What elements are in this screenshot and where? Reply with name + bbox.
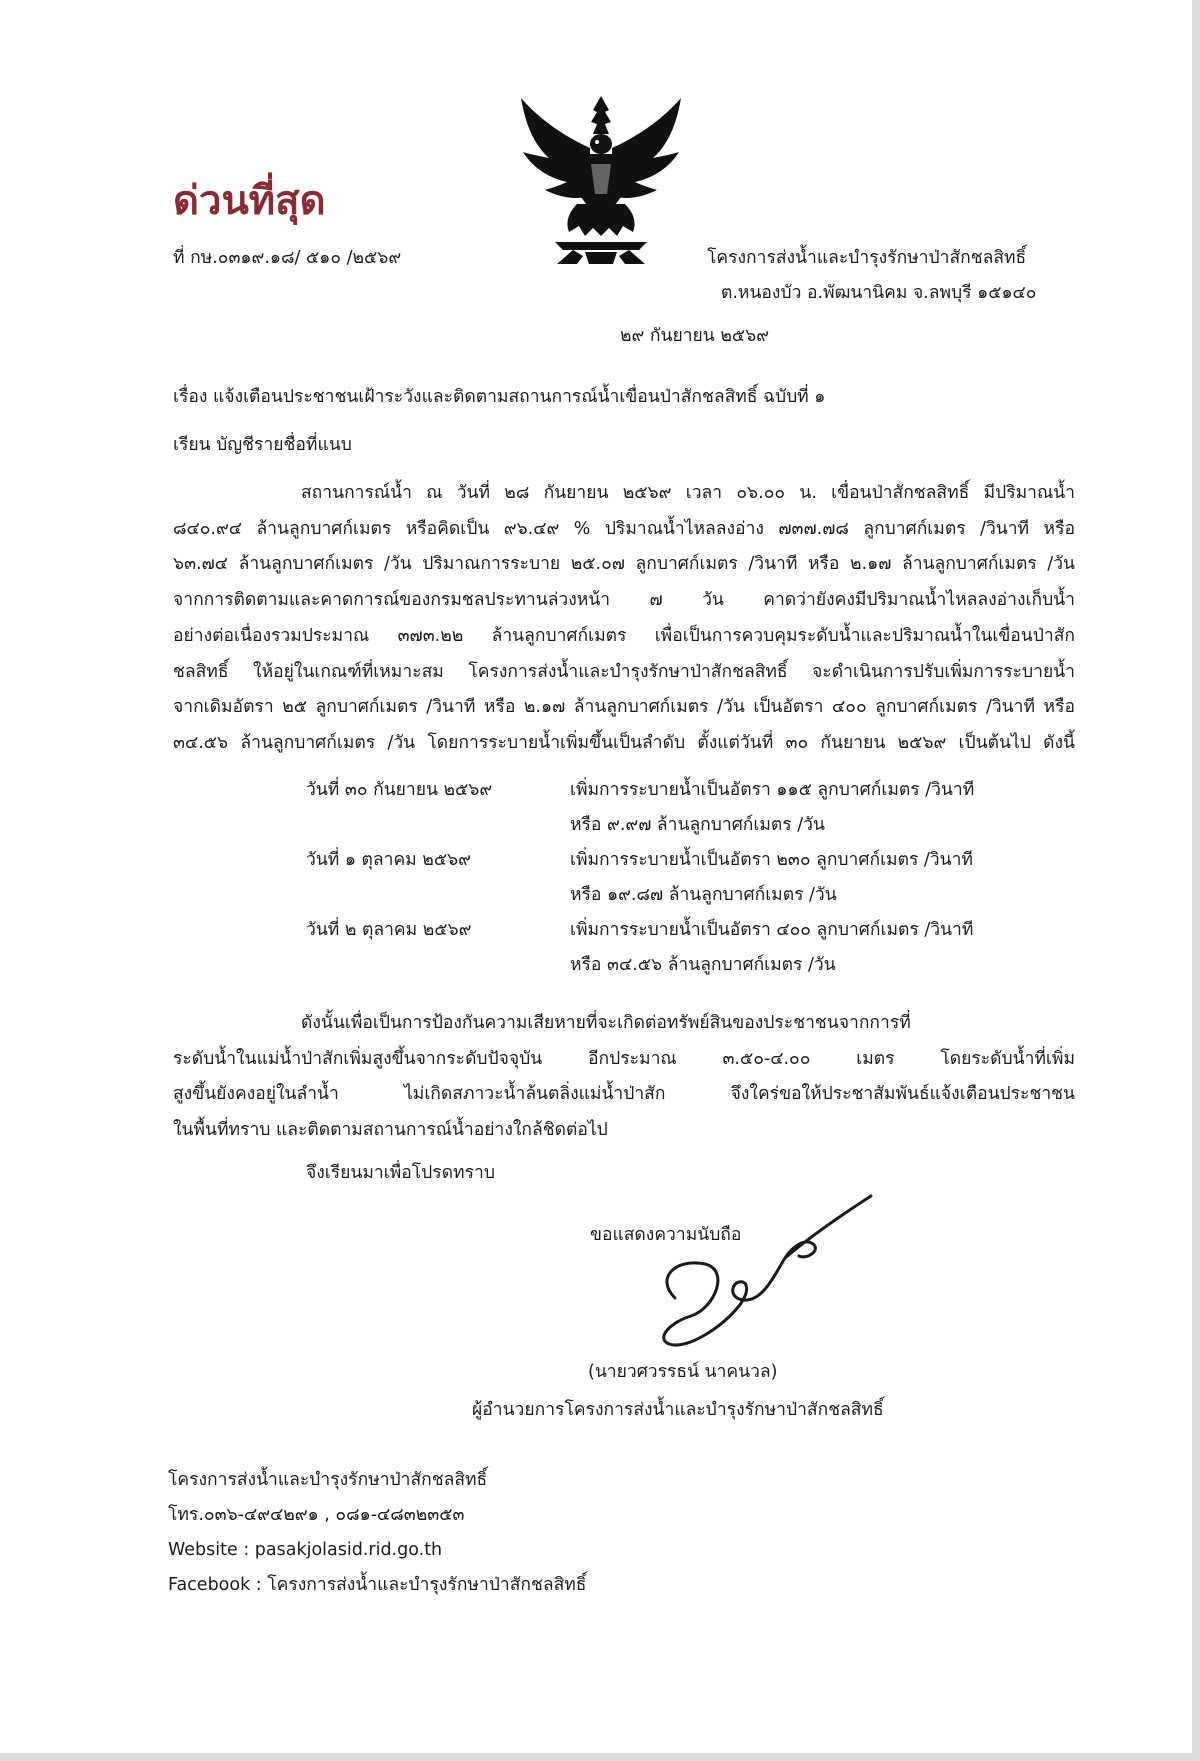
respect-line: ขอแสดงความนับถือ	[590, 1225, 742, 1245]
footer-phone: โทร.๐๓๖-๔๙๔๒๙๑ , ๐๘๑-๔๘๓๒๓๕๓	[168, 1505, 465, 1525]
paragraph-line: สถานการณ์น้ำ ณ วันที่ ๒๘ กันยายน ๒๕๖๙ เวลา ๐๖.๐๐ น. เขื่อนป่าสักชลสิทธิ์ มีปริมาณน้ำ	[301, 483, 1075, 503]
signer-name: (นายวศวรรธน์ นาคนวล)	[588, 1362, 778, 1382]
discharge-schedule	[306, 773, 1076, 982]
schedule-description: เพิ่มการระบายน้ำเป็นอัตรา ๑๑๕ ลูกบาศก์เมตร /วินาที หรือ ๙.๙๗ ล้านลูกบาศก์เมตร /วัน	[570, 780, 975, 835]
footer-website: Website : pasakjolasid.rid.go.th	[168, 1540, 443, 1560]
paragraph-line: จากเดิมอัตรา ๒๕ ลูกบาศก์เมตร /วินาที หรือ ๒.๑๗ ล้านลูกบาศก์เมตร /วัน เป็นอัตรา ๔๐๐ ลูกบาศก์เมตร /วินาที หรือ	[173, 697, 1075, 718]
schedule-description: เพิ่มการระบายน้ำเป็นอัตรา ๒๓๐ ลูกบาศก์เมตร /วินาที หรือ ๑๙.๘๗ ล้านลูกบาศก์เมตร /วัน	[570, 850, 973, 905]
letter-recipient: เรียน บัญชีรายชื่อที่แนบ	[173, 435, 352, 455]
paragraph-line: ๘๔๐.๙๔ ล้านลูกบาศก์เมตร หรือคิดเป็น ๙๖.๔๙ % ปริมาณน้ำไหลลงอ่าง ๗๓๗.๗๘ ลูกบาศก์เมตร /วินาที หรือ	[173, 518, 1075, 539]
paragraph-line: ชลสิทธิ์ ให้อยู่ในเกณฑ์ที่เหมาะสม โครงการส่งน้ำและบำรุงรักษาป่าสักชลสิทธิ์ จะดำเนินการปรับเพิ่มการระบายน้ำ	[173, 661, 1075, 682]
footer-facebook: Facebook : โครงการส่งน้ำและบำรุงรักษาป่าสักชลสิทธิ์	[168, 1575, 587, 1595]
reference-number: ที่ กษ.๐๓๑๙.๑๘/ ๕๑๐ /๒๕๖๙	[173, 248, 402, 268]
warning-paragraph	[173, 1006, 1075, 1149]
signer-title: ผู้อำนวยการโครงการส่งน้ำและบำรุงรักษาป่าสักชลสิทธิ์	[472, 1400, 884, 1420]
urgency-heading: ด่วนที่สุด	[173, 178, 326, 224]
closing-line: จึงเรียนมาเพื่อโปรดทราบ	[306, 1163, 495, 1183]
paragraph-line: จากการติดตามและคาดการณ์ของกรมชลประทานล่วงหน้า ๗ วัน คาดว่ายังคงมีปริมาณน้ำไหลลงอ่างเก็บน้ำ	[173, 590, 1075, 611]
issuing-organization: โครงการส่งน้ำและบำรุงรักษาป่าสักชลสิทธิ์	[707, 248, 1027, 268]
schedule-row	[306, 843, 1076, 912]
schedule-date: วันที่ ๓๐ กันยายน ๒๕๖๙	[306, 780, 493, 800]
organization-address: ต.หนองบัว อ.พัฒนานิคม จ.ลพบุรี ๑๕๑๔๐	[721, 283, 1037, 303]
paragraph-line: ๖๓.๗๔ ล้านลูกบาศก์เมตร /วัน ปริมาณการระบาย ๒๕.๐๗ ลูกบาศก์เมตร /วินาที หรือ ๒.๑๗ ล้านลูกบาศก์เมตร /วัน	[173, 554, 1075, 575]
situation-paragraph	[173, 476, 1075, 762]
footer-organization: โครงการส่งน้ำและบำรุงรักษาป่าสักชลสิทธิ์	[168, 1470, 488, 1490]
paragraph-line: ดังนั้นเพื่อเป็นการป้องกันความเสียหายที่จะเกิดต่อทรัพย์สินของประชาชนจากการที่	[301, 1013, 911, 1033]
paragraph-line: อย่างต่อเนื่องรวมประมาณ ๓๗๓.๒๒ ล้านลูกบาศก์เมตร เพื่อเป็นการควบคุมระดับน้ำและปริมาณน้ำในเขื่อนป่าสัก	[173, 625, 1075, 646]
schedule-date: วันที่ ๒ ตุลาคม ๒๕๖๙	[306, 920, 472, 940]
letter-date: ๒๙ กันยายน ๒๕๖๙	[620, 326, 770, 346]
garuda-emblem-icon	[515, 92, 687, 270]
contact-footer	[168, 1463, 587, 1603]
schedule-description: เพิ่มการระบายน้ำเป็นอัตรา ๔๐๐ ลูกบาศก์เมตร /วินาที หรือ ๓๔.๕๖ ล้านลูกบาศก์เมตร /วัน	[570, 920, 974, 975]
paragraph-line: ในพื้นที่ทราบ และติดตามสถานการณ์น้ำอย่างใกล้ชิดต่อไป	[173, 1120, 608, 1141]
schedule-date: วันที่ ๑ ตุลาคม ๒๕๖๙	[306, 850, 471, 870]
paragraph-line: สูงขึ้นยังคงอยู่ในลำน้ำ ไม่เกิดสภาวะน้ำล้นตลิ่งแม่น้ำป่าสัก จึงใคร่ขอให้ประชาสัมพันธ์แจ้งเตือนประชาชน	[173, 1084, 1075, 1105]
paragraph-line: ๓๔.๕๖ ล้านลูกบาศก์เมตร /วัน โดยการระบายน้ำเพิ่มขึ้นเป็นลำดับ ตั้งแต่วันที่ ๓๐ กันยายน ๒๕๖๙ เป็นต้นไป ดังนี้	[173, 732, 1075, 753]
letter-subject: เรื่อง แจ้งเตือนประชาชนเฝ้าระวังและติดตามสถานการณ์น้ำเขื่อนป่าสักชลสิทธิ์ ฉบับที่ ๑	[173, 387, 826, 407]
schedule-row	[306, 913, 1076, 982]
handwritten-signature-icon	[635, 1188, 895, 1358]
schedule-row	[306, 773, 1076, 842]
paragraph-line: ระดับน้ำในแม่น้ำป่าสักเพิ่มสูงขึ้นจากระดับปัจจุบัน อีกประมาณ ๓.๕๐-๔.๐๐ เมตร โดยระดับน้ำที่เพิ่ม	[173, 1048, 1075, 1069]
